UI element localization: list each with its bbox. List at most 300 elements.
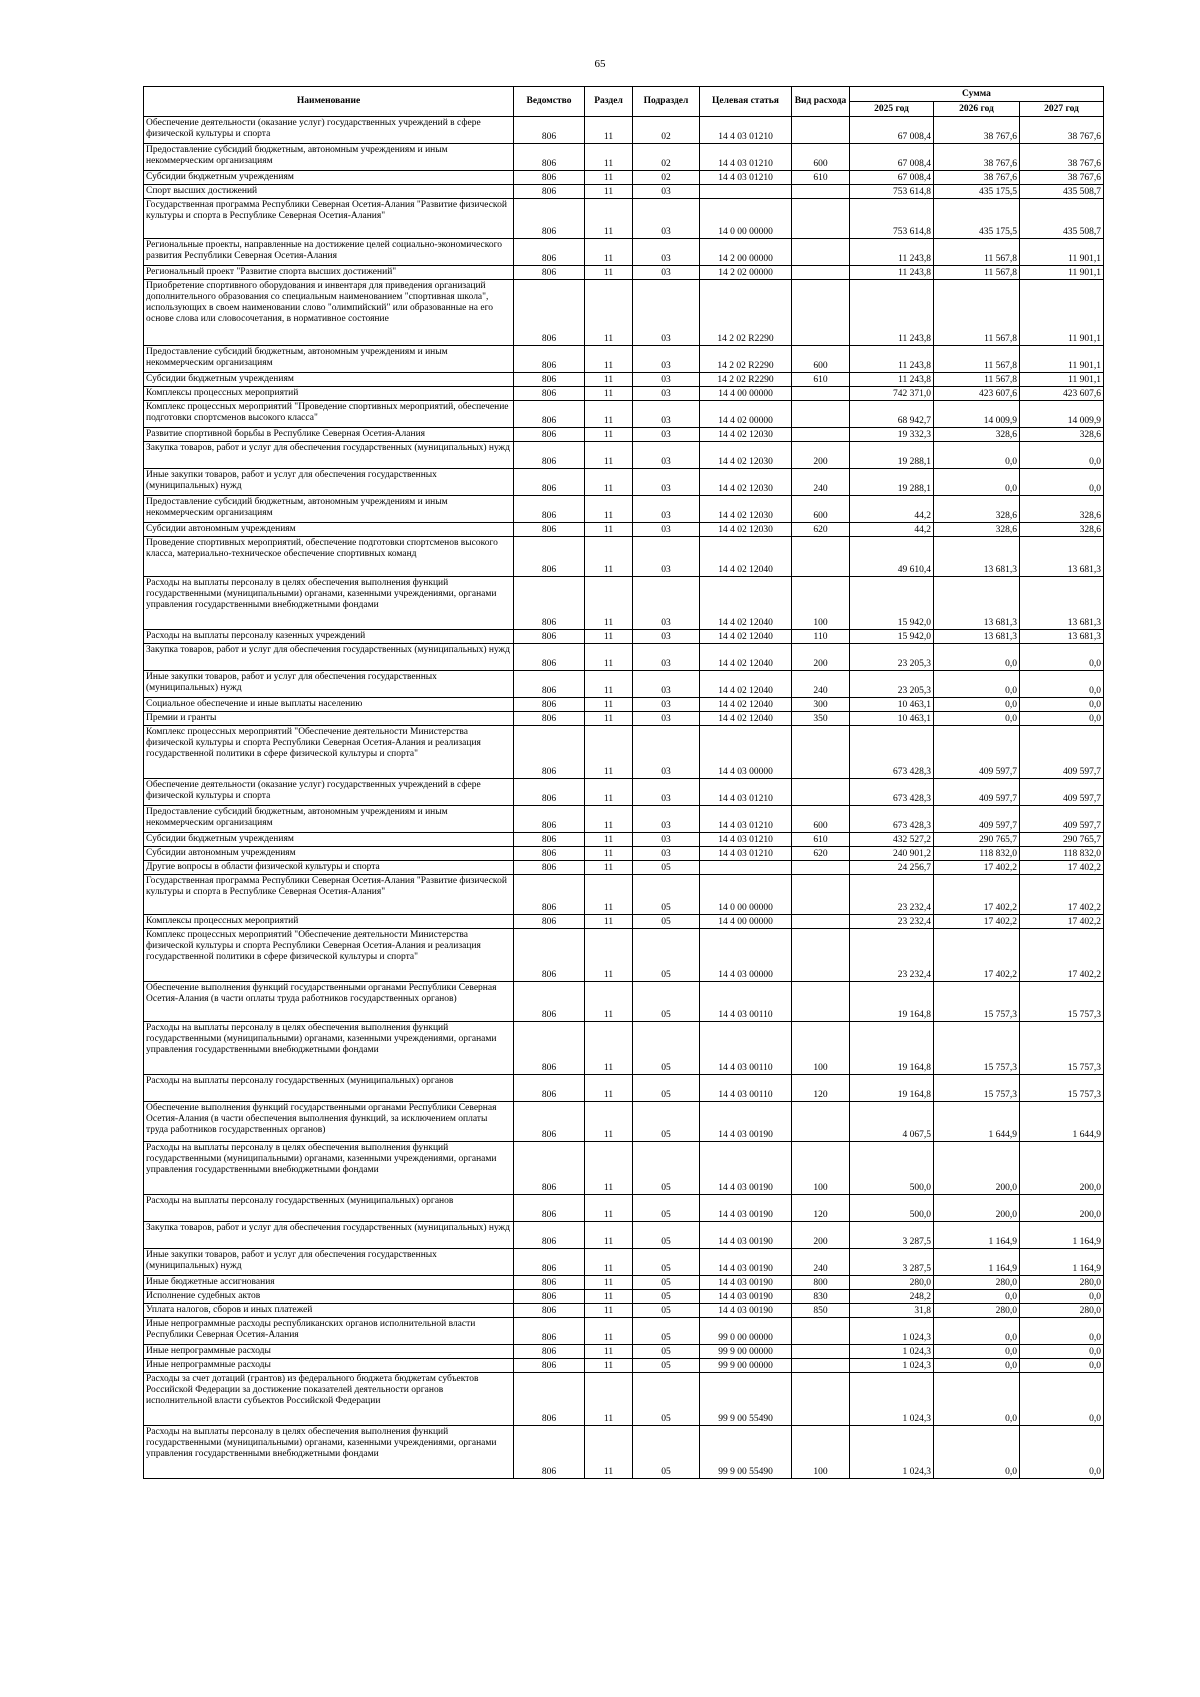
row-2025: 500,0 [850, 1142, 934, 1195]
table-row [144, 239, 1104, 266]
row-name: Иные закупки товаров, работ и услуг для обеспечения государственных (муниципальных) нужд [144, 671, 514, 698]
row-vid: 610 [792, 373, 850, 387]
row-vid [792, 266, 850, 280]
row-2027: 423 607,6 [1020, 387, 1104, 401]
row-name: Закупка товаров, работ и услуг для обеспечения государственных (муниципальных) нужд [144, 442, 514, 469]
row-celevaya: 14 4 03 00190 [700, 1290, 792, 1304]
row-podrazdel: 05 [633, 1290, 700, 1304]
row-name: Субсидии автономным учреждениям [144, 523, 514, 537]
row-vid: 600 [792, 346, 850, 373]
table-row [144, 428, 1104, 442]
row-podrazdel: 03 [633, 671, 700, 698]
row-2025: 673 428,3 [850, 806, 934, 833]
row-vedomstvo: 806 [514, 1249, 585, 1276]
row-celevaya: 99 9 00 00000 [700, 1345, 792, 1359]
row-name: Государственная программа Республики Северная Осетия-Алания "Развитие физической культуры и спорта в Республике Северная Осетия-Алания" [144, 199, 514, 239]
row-celevaya: 14 4 02 12030 [700, 442, 792, 469]
row-podrazdel: 03 [633, 387, 700, 401]
row-podrazdel: 05 [633, 1318, 700, 1345]
table-row [144, 1075, 1104, 1102]
row-2026: 1 644,9 [934, 1102, 1020, 1142]
row-razdel: 11 [585, 712, 633, 726]
row-razdel: 11 [585, 428, 633, 442]
row-celevaya: 14 4 02 12040 [700, 577, 792, 630]
row-vedomstvo: 806 [514, 833, 585, 847]
row-razdel: 11 [585, 1195, 633, 1222]
row-2025: 10 463,1 [850, 698, 934, 712]
row-2027: 38 767,6 [1020, 171, 1104, 185]
row-2027: 0,0 [1020, 698, 1104, 712]
row-2026: 0,0 [934, 469, 1020, 496]
row-celevaya: 99 9 00 55490 [700, 1426, 792, 1479]
row-2025: 23 232,4 [850, 929, 934, 982]
row-2027: 0,0 [1020, 1359, 1104, 1373]
budget-table [143, 86, 1104, 1479]
row-podrazdel: 03 [633, 199, 700, 239]
row-celevaya [700, 861, 792, 875]
row-2025: 240 901,2 [850, 847, 934, 861]
table-row [144, 266, 1104, 280]
row-podrazdel: 02 [633, 171, 700, 185]
row-vedomstvo: 806 [514, 239, 585, 266]
row-vid [792, 537, 850, 577]
row-celevaya: 14 4 02 12040 [700, 712, 792, 726]
row-razdel: 11 [585, 833, 633, 847]
row-razdel: 11 [585, 1426, 633, 1479]
row-razdel: 11 [585, 847, 633, 861]
row-2025: 23 205,3 [850, 644, 934, 671]
row-2027: 0,0 [1020, 1345, 1104, 1359]
row-podrazdel: 03 [633, 401, 700, 428]
row-2027: 200,0 [1020, 1142, 1104, 1195]
row-celevaya: 14 2 02 00000 [700, 266, 792, 280]
row-vedomstvo: 806 [514, 929, 585, 982]
row-name: Комплексы процессных мероприятий [144, 915, 514, 929]
row-vid: 800 [792, 1276, 850, 1290]
row-2026: 11 567,8 [934, 280, 1020, 346]
row-vedomstvo: 806 [514, 1373, 585, 1426]
row-2027: 15 757,3 [1020, 1022, 1104, 1075]
row-2027: 0,0 [1020, 469, 1104, 496]
row-podrazdel: 05 [633, 1142, 700, 1195]
row-vid: 100 [792, 1426, 850, 1479]
row-razdel: 11 [585, 577, 633, 630]
row-2026: 0,0 [934, 1373, 1020, 1426]
row-2025: 19 164,8 [850, 982, 934, 1022]
row-celevaya: 14 4 03 00190 [700, 1142, 792, 1195]
row-razdel: 11 [585, 1290, 633, 1304]
row-name: Предоставление субсидий бюджетным, автономным учреждениям и иным некоммерческим организациям [144, 346, 514, 373]
row-vedomstvo: 806 [514, 496, 585, 523]
row-name: Комплекс процессных мероприятий "Обеспечение деятельности Министерства физической культуры и спорта Республики Северная Осетия-Алания и реализация государственной политики в сфере физической культуры и спорта" [144, 726, 514, 779]
row-celevaya: 14 4 02 12030 [700, 523, 792, 537]
header-razdel: Раздел [585, 87, 633, 117]
row-2025: 11 243,8 [850, 266, 934, 280]
row-2025: 248,2 [850, 1290, 934, 1304]
row-vedomstvo: 806 [514, 266, 585, 280]
row-razdel: 11 [585, 373, 633, 387]
row-2025: 24 256,7 [850, 861, 934, 875]
row-vid [792, 1318, 850, 1345]
row-vedomstvo: 806 [514, 1304, 585, 1318]
row-name: Предоставление субсидий бюджетным, автономным учреждениям и иным некоммерческим организациям [144, 496, 514, 523]
row-podrazdel: 05 [633, 861, 700, 875]
row-name: Региональный проект "Развитие спорта высших достижений" [144, 266, 514, 280]
row-razdel: 11 [585, 915, 633, 929]
row-razdel: 11 [585, 1276, 633, 1290]
row-razdel: 11 [585, 266, 633, 280]
row-celevaya: 14 4 03 01210 [700, 847, 792, 861]
table-row [144, 671, 1104, 698]
header-2027: 2027 год [1020, 102, 1104, 117]
row-name: Иные непрограммные расходы [144, 1359, 514, 1373]
row-vid [792, 779, 850, 806]
row-2027: 0,0 [1020, 644, 1104, 671]
row-vid: 200 [792, 442, 850, 469]
header-celevaya: Целевая статья [700, 87, 792, 117]
row-2027: 38 767,6 [1020, 144, 1104, 171]
row-2025: 500,0 [850, 1195, 934, 1222]
row-vedomstvo: 806 [514, 373, 585, 387]
row-celevaya: 14 4 02 00000 [700, 401, 792, 428]
row-2026: 15 757,3 [934, 1022, 1020, 1075]
row-name: Обеспечение выполнения функций государственными органами Республики Северная Осетия-Алания (в части оплаты труда работников государственных органов) [144, 982, 514, 1022]
row-2025: 1 024,3 [850, 1359, 934, 1373]
row-2025: 44,2 [850, 523, 934, 537]
row-2026: 38 767,6 [934, 117, 1020, 144]
row-2027: 435 508,7 [1020, 199, 1104, 239]
row-2026: 435 175,5 [934, 199, 1020, 239]
row-name: Социальное обеспечение и иные выплаты населению [144, 698, 514, 712]
row-razdel: 11 [585, 1318, 633, 1345]
row-celevaya: 14 0 00 00000 [700, 875, 792, 915]
row-vedomstvo: 806 [514, 1359, 585, 1373]
row-vedomstvo: 806 [514, 1222, 585, 1249]
row-name: Субсидии автономным учреждениям [144, 847, 514, 861]
row-2026: 1 164,9 [934, 1249, 1020, 1276]
row-vid [792, 861, 850, 875]
row-name: Иные закупки товаров, работ и услуг для обеспечения государственных (муниципальных) нужд [144, 469, 514, 496]
row-2025: 4 067,5 [850, 1102, 934, 1142]
row-celevaya: 14 4 03 00110 [700, 982, 792, 1022]
table-row [144, 442, 1104, 469]
row-vid [792, 401, 850, 428]
row-podrazdel: 05 [633, 875, 700, 915]
row-vedomstvo: 806 [514, 577, 585, 630]
table-row [144, 806, 1104, 833]
row-razdel: 11 [585, 630, 633, 644]
header-2026: 2026 год [934, 102, 1020, 117]
row-2026: 0,0 [934, 671, 1020, 698]
table-row [144, 523, 1104, 537]
row-2027: 409 597,7 [1020, 779, 1104, 806]
row-vid [792, 726, 850, 779]
row-2026: 1 164,9 [934, 1222, 1020, 1249]
row-podrazdel: 05 [633, 1373, 700, 1426]
table-row [144, 1142, 1104, 1195]
row-2027: 17 402,2 [1020, 915, 1104, 929]
row-name: Закупка товаров, работ и услуг для обеспечения государственных (муниципальных) нужд [144, 1222, 514, 1249]
row-vedomstvo: 806 [514, 630, 585, 644]
row-razdel: 11 [585, 1222, 633, 1249]
row-vedomstvo: 806 [514, 712, 585, 726]
row-celevaya: 14 4 03 00190 [700, 1222, 792, 1249]
table-row [144, 929, 1104, 982]
row-vedomstvo: 806 [514, 1142, 585, 1195]
table-row [144, 847, 1104, 861]
row-celevaya: 14 4 02 12030 [700, 428, 792, 442]
row-vid: 120 [792, 1195, 850, 1222]
row-2026: 328,6 [934, 496, 1020, 523]
row-podrazdel: 03 [633, 266, 700, 280]
row-2026: 0,0 [934, 698, 1020, 712]
row-2027: 290 765,7 [1020, 833, 1104, 847]
table-row [144, 1249, 1104, 1276]
row-podrazdel: 05 [633, 1249, 700, 1276]
row-2027: 328,6 [1020, 428, 1104, 442]
row-name: Обеспечение деятельности (оказание услуг) государственных учреждений в сфере физической культуры и спорта [144, 117, 514, 144]
row-razdel: 11 [585, 523, 633, 537]
row-2025: 19 288,1 [850, 442, 934, 469]
row-razdel: 11 [585, 280, 633, 346]
row-celevaya: 14 4 03 01210 [700, 833, 792, 847]
row-2025: 11 243,8 [850, 346, 934, 373]
row-2026: 280,0 [934, 1276, 1020, 1290]
row-2027: 17 402,2 [1020, 875, 1104, 915]
row-vedomstvo: 806 [514, 523, 585, 537]
table-row [144, 726, 1104, 779]
row-celevaya: 14 4 02 12040 [700, 630, 792, 644]
row-razdel: 11 [585, 861, 633, 875]
row-vedomstvo: 806 [514, 469, 585, 496]
row-vid: 200 [792, 644, 850, 671]
row-2027: 200,0 [1020, 1195, 1104, 1222]
row-2027: 0,0 [1020, 442, 1104, 469]
row-vid: 600 [792, 806, 850, 833]
row-vid [792, 1373, 850, 1426]
table-row [144, 199, 1104, 239]
row-celevaya: 14 2 02 R2290 [700, 280, 792, 346]
row-name: Расходы за счет дотаций (грантов) из федерального бюджета бюджетам субъектов Российской Федерации за достижение показателей деятельности органов исполнительной власти субъектов Российской Федерации [144, 1373, 514, 1426]
row-vid: 610 [792, 833, 850, 847]
row-vedomstvo: 806 [514, 1075, 585, 1102]
row-vedomstvo: 806 [514, 861, 585, 875]
row-2027: 13 681,3 [1020, 630, 1104, 644]
row-razdel: 11 [585, 671, 633, 698]
row-2026: 118 832,0 [934, 847, 1020, 861]
row-2025: 67 008,4 [850, 144, 934, 171]
row-2026: 11 567,8 [934, 266, 1020, 280]
row-vedomstvo: 806 [514, 915, 585, 929]
row-vid [792, 185, 850, 199]
row-2027: 1 164,9 [1020, 1249, 1104, 1276]
row-name: Расходы на выплаты персоналу в целях обеспечения выполнения функций государственными (муниципальными) органами, казенными учреждениями, органами управления государственными внебюджетными фондами [144, 1022, 514, 1075]
row-podrazdel: 03 [633, 537, 700, 577]
row-2026: 0,0 [934, 1290, 1020, 1304]
row-razdel: 11 [585, 239, 633, 266]
row-podrazdel: 05 [633, 1359, 700, 1373]
row-2027: 435 508,7 [1020, 185, 1104, 199]
row-2025: 67 008,4 [850, 117, 934, 144]
row-2027: 13 681,3 [1020, 537, 1104, 577]
row-2027: 11 901,1 [1020, 346, 1104, 373]
row-vedomstvo: 806 [514, 280, 585, 346]
row-celevaya: 14 4 03 00110 [700, 1022, 792, 1075]
header-summa: Сумма [850, 87, 1104, 102]
row-name: Комплексы процессных мероприятий [144, 387, 514, 401]
row-razdel: 11 [585, 726, 633, 779]
row-2027: 11 901,1 [1020, 373, 1104, 387]
row-2025: 673 428,3 [850, 726, 934, 779]
row-razdel: 11 [585, 1359, 633, 1373]
row-podrazdel: 03 [633, 577, 700, 630]
row-name: Развитие спортивной борьбы в Республике Северная Осетия-Алания [144, 428, 514, 442]
row-2025: 19 164,8 [850, 1075, 934, 1102]
row-vedomstvo: 806 [514, 698, 585, 712]
row-razdel: 11 [585, 117, 633, 144]
row-2025: 15 942,0 [850, 630, 934, 644]
row-2025: 15 942,0 [850, 577, 934, 630]
row-celevaya: 14 2 02 R2290 [700, 373, 792, 387]
row-vedomstvo: 806 [514, 1345, 585, 1359]
row-vid [792, 982, 850, 1022]
row-2026: 17 402,2 [934, 875, 1020, 915]
row-2027: 0,0 [1020, 712, 1104, 726]
row-celevaya: 14 4 03 00000 [700, 929, 792, 982]
row-razdel: 11 [585, 806, 633, 833]
row-vid [792, 1359, 850, 1373]
row-vid [792, 428, 850, 442]
row-2027: 11 901,1 [1020, 280, 1104, 346]
row-2026: 17 402,2 [934, 915, 1020, 929]
header-podrazdel: Подраздел [633, 87, 700, 117]
row-vedomstvo: 806 [514, 779, 585, 806]
row-name: Обеспечение деятельности (оказание услуг) государственных учреждений в сфере физической культуры и спорта [144, 779, 514, 806]
row-name: Предоставление субсидий бюджетным, автономным учреждениям и иным некоммерческим организациям [144, 144, 514, 171]
table-row [144, 144, 1104, 171]
row-podrazdel: 05 [633, 929, 700, 982]
row-2025: 1 024,3 [850, 1318, 934, 1345]
row-vedomstvo: 806 [514, 982, 585, 1022]
row-vid [792, 1102, 850, 1142]
row-name: Расходы на выплаты персоналу казенных учреждений [144, 630, 514, 644]
row-razdel: 11 [585, 929, 633, 982]
row-razdel: 11 [585, 698, 633, 712]
row-2027: 328,6 [1020, 523, 1104, 537]
row-vid: 110 [792, 630, 850, 644]
row-name: Субсидии бюджетным учреждениям [144, 833, 514, 847]
row-2025: 23 232,4 [850, 915, 934, 929]
row-name: Государственная программа Республики Северная Осетия-Алания "Развитие физической культуры и спорта в Республике Северная Осетия-Алания" [144, 875, 514, 915]
header-vid: Вид расхода [792, 87, 850, 117]
table-row [144, 698, 1104, 712]
row-2025: 23 205,3 [850, 671, 934, 698]
row-name: Другие вопросы в области физической культуры и спорта [144, 861, 514, 875]
row-2026: 13 681,3 [934, 577, 1020, 630]
row-2025: 49 610,4 [850, 537, 934, 577]
row-podrazdel: 03 [633, 428, 700, 442]
row-2026: 13 681,3 [934, 630, 1020, 644]
row-vedomstvo: 806 [514, 644, 585, 671]
row-vedomstvo: 806 [514, 144, 585, 171]
row-2025: 280,0 [850, 1276, 934, 1290]
row-celevaya: 14 2 00 00000 [700, 239, 792, 266]
row-2026: 38 767,6 [934, 171, 1020, 185]
row-2025: 1 024,3 [850, 1373, 934, 1426]
row-vid [792, 915, 850, 929]
row-vid [792, 239, 850, 266]
row-2026: 0,0 [934, 1318, 1020, 1345]
row-vid: 600 [792, 496, 850, 523]
row-2027: 0,0 [1020, 1426, 1104, 1479]
table-row [144, 1345, 1104, 1359]
table-row [144, 577, 1104, 630]
row-podrazdel: 05 [633, 1102, 700, 1142]
row-2026: 409 597,7 [934, 779, 1020, 806]
table-row [144, 712, 1104, 726]
row-vid [792, 929, 850, 982]
row-2026: 423 607,6 [934, 387, 1020, 401]
row-podrazdel: 03 [633, 239, 700, 266]
row-name: Иные непрограммные расходы республиканских органов исполнительной власти Республики Северная Осетия-Алания [144, 1318, 514, 1345]
row-vid: 300 [792, 698, 850, 712]
row-razdel: 11 [585, 1304, 633, 1318]
row-name: Расходы на выплаты персоналу государственных (муниципальных) органов [144, 1075, 514, 1102]
row-2026: 0,0 [934, 1426, 1020, 1479]
row-2027: 15 757,3 [1020, 1075, 1104, 1102]
row-celevaya: 14 4 03 00190 [700, 1304, 792, 1318]
table-row [144, 1359, 1104, 1373]
row-2025: 10 463,1 [850, 712, 934, 726]
row-podrazdel: 03 [633, 779, 700, 806]
header-2025: 2025 год [850, 102, 934, 117]
row-razdel: 11 [585, 469, 633, 496]
header-vedomstvo: Ведомство [514, 87, 585, 117]
table-row [144, 1426, 1104, 1479]
row-2027: 409 597,7 [1020, 806, 1104, 833]
row-2027: 15 757,3 [1020, 982, 1104, 1022]
row-vid: 240 [792, 1249, 850, 1276]
row-2027: 11 901,1 [1020, 266, 1104, 280]
row-razdel: 11 [585, 1022, 633, 1075]
row-razdel: 11 [585, 644, 633, 671]
row-vedomstvo: 806 [514, 1022, 585, 1075]
table-row [144, 1373, 1104, 1426]
row-2027: 11 901,1 [1020, 239, 1104, 266]
row-name: Приобретение спортивного оборудования и инвентаря для приведения организаций дополнительного образования со специальным наименованием "спортивная школа", использующих в своем наименовании слово "олимпийский" или образованные на его основе слова или словосочетания, в нормативное состояние [144, 280, 514, 346]
row-celevaya: 14 0 00 00000 [700, 199, 792, 239]
row-vedomstvo: 806 [514, 387, 585, 401]
row-2026: 328,6 [934, 428, 1020, 442]
row-podrazdel: 03 [633, 523, 700, 537]
row-vedomstvo: 806 [514, 171, 585, 185]
row-podrazdel: 03 [633, 806, 700, 833]
row-celevaya: 14 4 02 12030 [700, 469, 792, 496]
row-celevaya: 14 4 03 01210 [700, 806, 792, 833]
row-2027: 1 164,9 [1020, 1222, 1104, 1249]
row-2027: 38 767,6 [1020, 117, 1104, 144]
table-row [144, 1276, 1104, 1290]
row-vid: 620 [792, 523, 850, 537]
row-celevaya: 14 4 02 12040 [700, 537, 792, 577]
row-name: Закупка товаров, работ и услуг для обеспечения государственных (муниципальных) нужд [144, 644, 514, 671]
row-2027: 0,0 [1020, 1290, 1104, 1304]
row-name: Комплекс процессных мероприятий "Проведение спортивных мероприятий, обеспечение подготовки спортсменов высокого класса" [144, 401, 514, 428]
table-row [144, 833, 1104, 847]
row-2025: 11 243,8 [850, 239, 934, 266]
row-name: Спорт высших достижений [144, 185, 514, 199]
row-razdel: 11 [585, 387, 633, 401]
